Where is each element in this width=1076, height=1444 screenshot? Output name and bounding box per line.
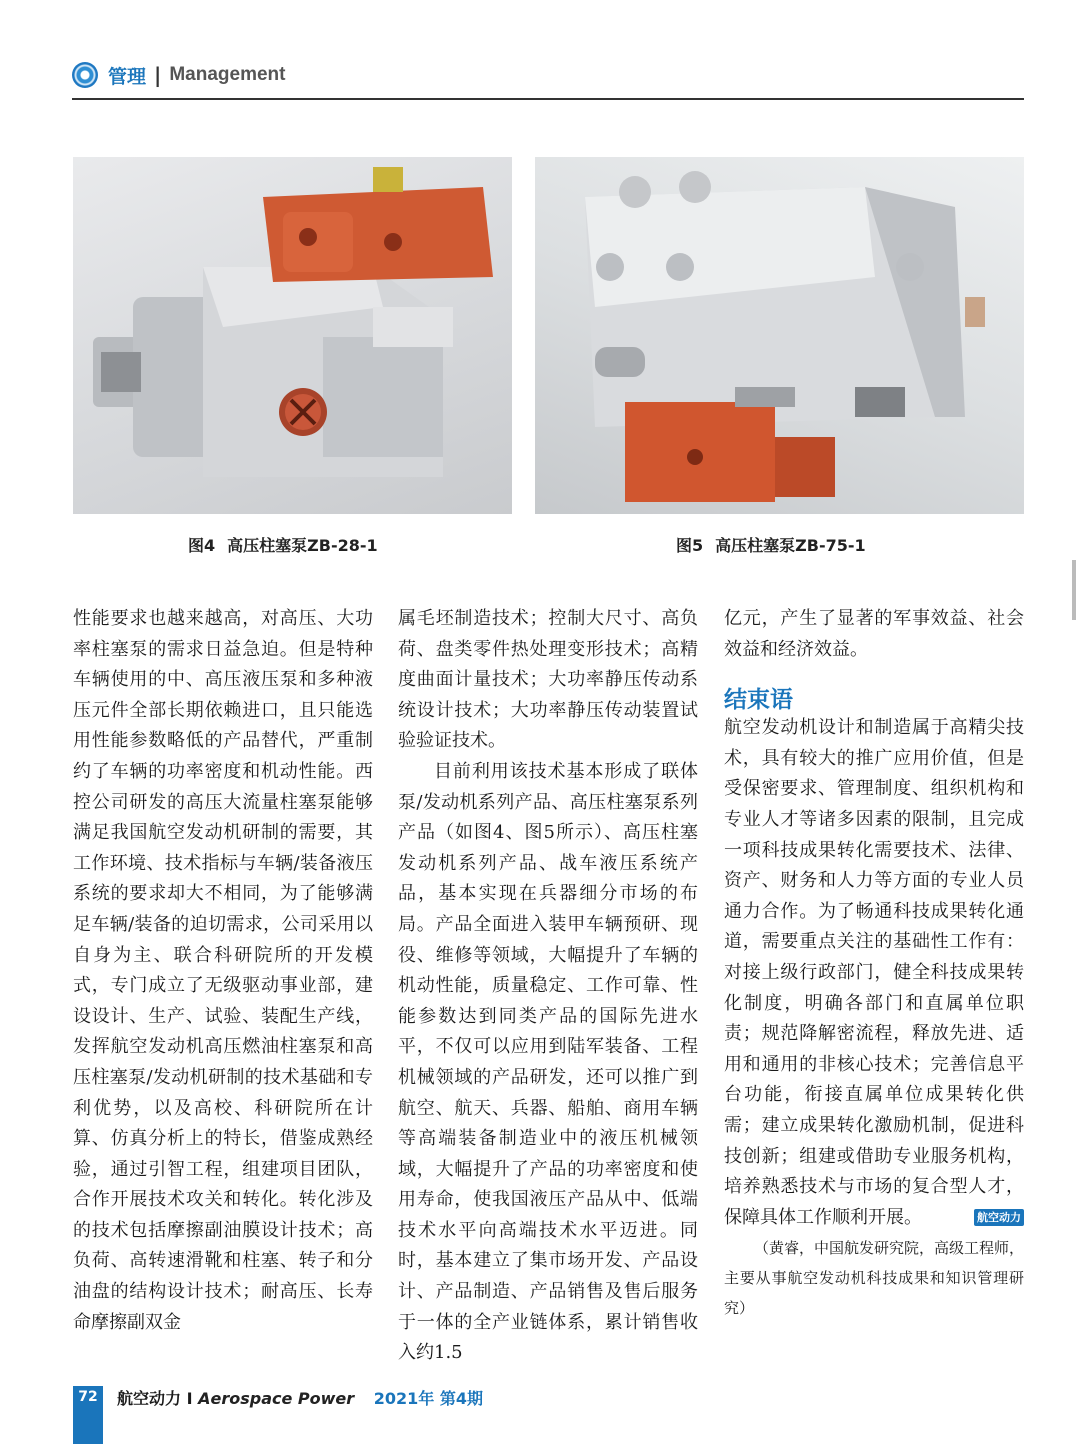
figure-5-title: 高压柱塞泵ZB-75-1	[715, 536, 866, 555]
end-mark-badge: 航空动力	[974, 1209, 1024, 1226]
conclusion-heading: 结束语	[724, 687, 793, 714]
author-note: （黄睿，中国航发研究院，高级工程师，主要从事航空发动机科技成果和知识管理研究）	[724, 1239, 1025, 1318]
figure-4-caption	[188, 533, 378, 556]
figure-4-title: 高压柱塞泵ZB-28-1	[227, 536, 378, 555]
header-separator: |	[154, 63, 162, 87]
footer-journal	[117, 1386, 483, 1409]
journal-issue: 2021年 第4期	[373, 1389, 483, 1408]
paragraph: 亿元，产生了显著的军事效益、社会效益和经济效益。	[724, 608, 1024, 660]
page-edge-mark	[1072, 560, 1076, 620]
text-column-2	[398, 604, 698, 1369]
section-title-en: Management	[169, 64, 286, 85]
page-number: 72	[78, 1389, 98, 1405]
figure-5-caption	[676, 533, 866, 556]
header-rule	[72, 98, 1024, 100]
figure-4-photo	[73, 157, 512, 514]
text-column-3	[724, 604, 1024, 1323]
paragraph: 属毛坯制造技术；控制大尺寸、高负荷、盘类零件热处理变形技术；高精度曲面计量技术；大功率静压传动系统设计技术；大功率静压传动装置试验验证技术。	[398, 608, 698, 752]
paragraph: 性能要求也越来越高，对高压、大功率柱塞泵的需求日益急迫。但是特种车辆使用的中、高压液压泵和多种液压元件全部长期依赖进口，且只能选用性能参数略低的产品替代，严重制约了车辆的功率密度和机动性能。西控公司研发的高压大流量柱塞泵能够满足我国航空发动机研制的需要，其工作环境、技术指标与车辆/装备液压系统的要求却大不相同，为了能够满足车辆/装备的迫切需求，公司采用以自身为主、联合科研院所的开发模式，专门成立了无级驱动事业部，建设设计、生产、试验、装配生产线，发挥航空发动机高压燃油柱塞泵和高压柱塞泵/发动机研制的技术基础和专利优势，以及高校、科研院所在计算、仿真分析上的特长，借鉴成熟经验，通过引智工程，组建项目团队，合作开展技术攻关和转化。转化涉及的技术包括摩擦副油膜设计技术；高负荷、高转速滑靴和柱塞、转子和分油盘的结构设计技术；耐高压、长寿命摩擦副双金	[73, 608, 373, 1333]
journal-logo-icon	[72, 62, 98, 88]
paragraph	[724, 713, 1024, 1233]
figure-5-photo	[535, 157, 1024, 514]
conclusion-text: 航空发动机设计和制造属于高精尖技术，具有较大的推广应用价值，但是受保密要求、管理制度、组织机构和专业人才等诸多因素的限制，且完成一项科技成果转化需要技术、法律、资产、财务和人力等方面的专业人员通力合作。为了畅通科技成果转化通道，需要重点关注的基础性工作有：对接上级行政部门，健全科技成果转化制度，明确各部门和直属单位职责；规范降解密流程，释放先进、适用和通用的非核心技术；完善信息平台功能，衔接直属单位成果转化供需；建立成果转化激励机制，促进科技创新；组建或借助专业服务机构，培养熟悉技术与市场的复合型人才，保障具体工作顺利开展。	[724, 717, 1024, 1228]
text-column-1	[73, 604, 373, 1338]
journal-name-cn: 航空动力	[117, 1389, 182, 1408]
figure-4-number: 图4	[188, 536, 216, 555]
footer-bar-glyph: I	[186, 1389, 193, 1408]
paragraph: 目前利用该技术基本形成了联体泵/发动机系列产品、高压柱塞泵系列产品（如图4、图5所示）、高压柱塞发动机系列产品、战车液压系统产品，基本实现在兵器细分市场的布局。产品全面进入装甲车辆预研、现役、维修等领域，大幅提升了车辆的机动性能，质量稳定、工作可靠、性能参数达到同类产品的国际先进水平，不仅可以应用到陆军装备、工程机械领域的产品研发，还可以推广到航空、航天、兵器、船舶、商用车辆等高端装备制造业中的液压机械领域，大幅提升了产品的功率密度和使用寿命，使我国液压产品从中、低端技术水平向高端技术水平迈进。同时，基本建立了集市场开发、产品设计、产品制造、产品销售及售后服务于一体的全产业链体系，累计销售收入约1.5	[398, 760, 698, 1364]
journal-name-en: Aerospace Power	[198, 1389, 355, 1408]
section-title-cn: 管理	[108, 65, 147, 88]
page-header	[72, 58, 285, 92]
figure-5-number: 图5	[676, 536, 704, 555]
